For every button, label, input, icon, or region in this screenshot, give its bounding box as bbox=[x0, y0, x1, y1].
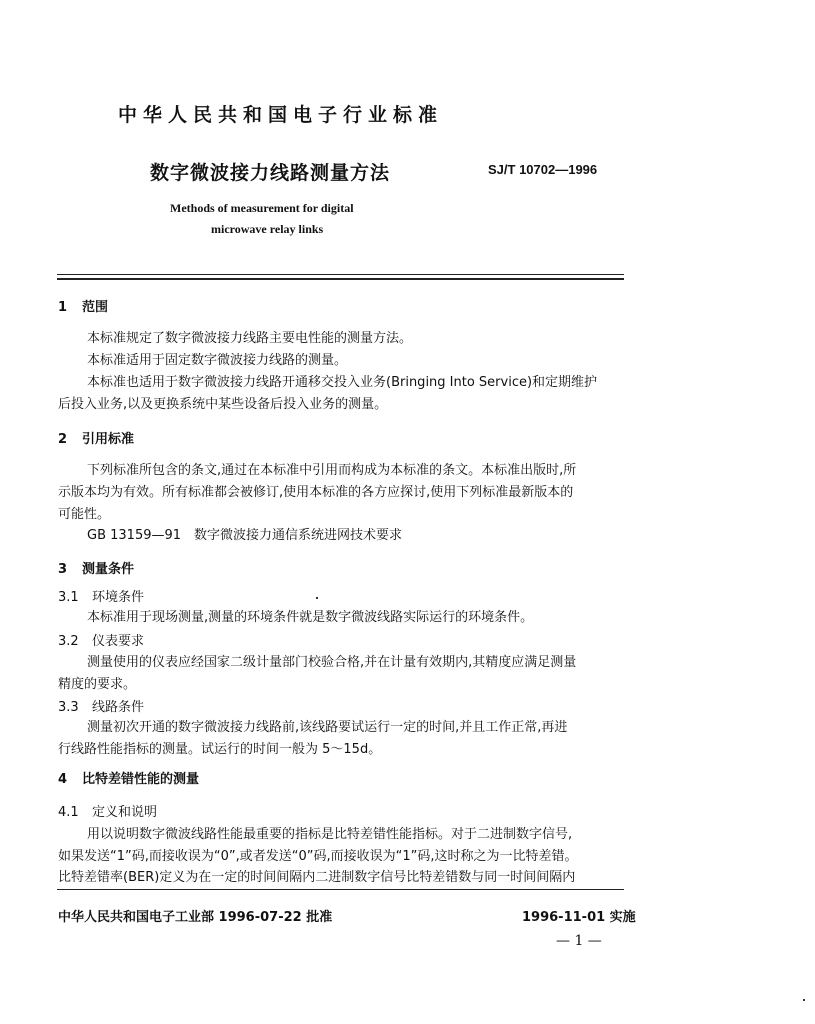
footer-divider bbox=[57, 889, 624, 890]
subsection-number: 4.1 bbox=[58, 805, 79, 820]
section-title: 引用标准 bbox=[82, 432, 135, 447]
subsection-3-1-heading bbox=[58, 586, 144, 605]
subsection-number: 3.3 bbox=[58, 700, 79, 715]
subsection-4-1-heading bbox=[58, 801, 157, 820]
subsection-number: 3.2 bbox=[58, 634, 79, 649]
subsection-title: 定义和说明 bbox=[92, 805, 158, 820]
subsection-4-1-line-3: 比特差错率(BER)定义为在一定的时间间隔内二进制数字信号比特差错数与同一时间间隔内 bbox=[58, 870, 576, 885]
subsection-title: 仪表要求 bbox=[92, 634, 145, 649]
section-1-paragraph-1: 本标准规定了数字微波接力线路主要电性能的测量方法。 bbox=[87, 331, 413, 346]
section-title: 测量条件 bbox=[82, 562, 135, 577]
implementation-date: 1996-11-01 实施 bbox=[522, 910, 636, 925]
section-3-heading bbox=[58, 558, 134, 577]
subsection-3-3-line-1: 测量初次开通的数字微波接力线路前,该线路要试运行一定的时间,并且工作正常,再进 bbox=[87, 720, 568, 735]
section-number: 4 bbox=[58, 772, 68, 787]
scan-speck bbox=[316, 597, 318, 599]
section-1-paragraph-3-line-1: 本标准也适用于数字微波接力线路开通移交投入业务(Bringing Into Service)和定期维护 bbox=[87, 375, 598, 390]
subsection-title: 线路条件 bbox=[92, 700, 145, 715]
page-number: — 1 — bbox=[556, 933, 602, 949]
approval-line: 中华人民共和国电子工业部 1996-07-22 批准 bbox=[58, 910, 333, 925]
header-divider-thick bbox=[57, 278, 624, 280]
subsection-3-2-line-1: 测量使用的仪表应经国家二级计量部门校验合格,并在计量有效期内,其精度应满足测量 bbox=[87, 655, 577, 670]
english-title-line-1: Methods of measurement for digital bbox=[170, 201, 354, 215]
section-1-paragraph-2: 本标准适用于固定数字微波接力线路的测量。 bbox=[87, 353, 348, 368]
section-2-heading bbox=[58, 428, 134, 447]
header-divider-thin bbox=[57, 274, 624, 275]
subsection-3-2-line-2: 精度的要求。 bbox=[58, 677, 137, 692]
section-number: 3 bbox=[58, 562, 68, 577]
subsection-3-3-heading bbox=[58, 696, 144, 715]
subsection-title: 环境条件 bbox=[92, 590, 145, 605]
section-title: 范围 bbox=[82, 300, 109, 315]
section-2-paragraph-line-2: 示版本均为有效。所有标准都会被修订,使用本标准的各方应探讨,使用下列标准最新版本的 bbox=[58, 485, 574, 500]
document-title: 数字微波接力线路测量方法 bbox=[150, 162, 391, 184]
subsection-number: 3.1 bbox=[58, 590, 79, 605]
section-1-heading bbox=[58, 296, 108, 315]
section-4-heading bbox=[58, 768, 199, 787]
referenced-standard: GB 13159—91 数字微波接力通信系统进网技术要求 bbox=[87, 528, 403, 543]
subsection-3-3-line-2: 行线路性能指标的测量。试运行的时间一般为 5～15d。 bbox=[58, 742, 382, 757]
english-title-line-2: microwave relay links bbox=[211, 222, 324, 236]
subsection-4-1-line-2: 如果发送“1”码,而接收误为“0”,或者发送“0”码,而接收误为“1”码,这时称之为一比特差错。 bbox=[58, 849, 578, 864]
standard-number: SJ/T 10702—1996 bbox=[488, 162, 598, 177]
section-number: 2 bbox=[58, 432, 68, 447]
section-1-paragraph-3-line-2: 后投入业务,以及更换系统中某些设备后投入业务的测量。 bbox=[58, 397, 388, 412]
ministry-standard-header: 中华人民共和国电子行业标准 bbox=[118, 104, 444, 126]
section-number: 1 bbox=[58, 300, 68, 315]
section-2-paragraph-line-3: 可能性。 bbox=[58, 507, 111, 522]
subsection-3-1-paragraph: 本标准用于现场测量,测量的环境条件就是数字微波线路实际运行的环境条件。 bbox=[87, 610, 534, 625]
subsection-3-2-heading bbox=[58, 630, 144, 649]
section-title: 比特差错性能的测量 bbox=[82, 772, 200, 787]
scan-speck bbox=[803, 999, 805, 1001]
subsection-4-1-line-1: 用以说明数字微波线路性能最重要的指标是比特差错性能指标。对于二进制数字信号, bbox=[87, 827, 573, 842]
section-2-paragraph-line-1: 下列标准所包含的条文,通过在本标准中引用而构成为本标准的条文。本标准出版时,所 bbox=[87, 463, 577, 478]
